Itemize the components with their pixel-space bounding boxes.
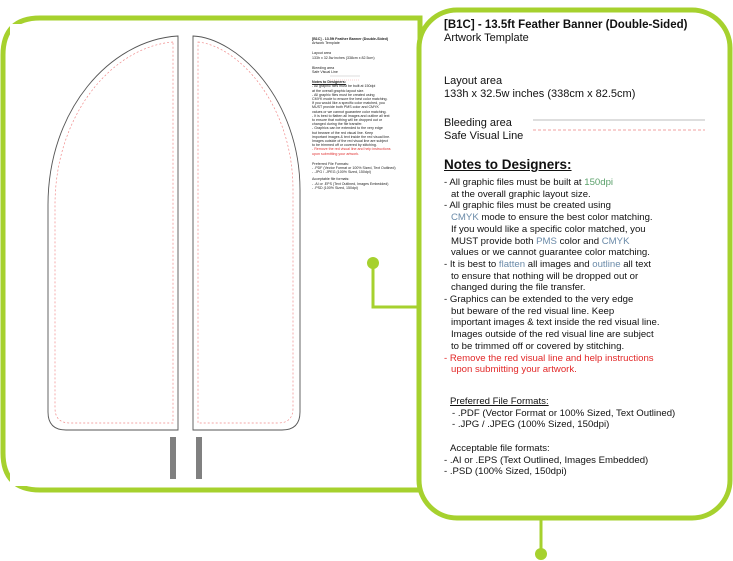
zoom-title: [B1C] - 13.5ft Feather Banner (Double-Sided) — [444, 19, 688, 31]
mini-subtitle: Artwork Template — [312, 41, 340, 46]
note-line: - It is best to flatten all images and outline all text — [444, 258, 651, 270]
mini-note: values or we cannot guarantee color matching. — [312, 109, 387, 114]
mini-note: Images outside of the red visual line are subject — [312, 139, 388, 144]
acceptable-item: - .AI or .EPS (Text Outlined, Images Embedded) — [444, 454, 649, 466]
zoom-preferred — [444, 396, 729, 431]
mini-title: [B1C] - 13.5ft Feather Banner (Double-Sided) — [312, 37, 389, 41]
preferred-item: - .JPG / .JPEG (100% Sized, 150dpi) — [452, 419, 610, 431]
mini-note: - All graphic files must be built at 150dpi — [312, 84, 376, 89]
mini-layout-label: Layout area — [312, 51, 331, 56]
mini-preferred-item: - .PDF (Vector Format or 100% Sized, Text Outlined) — [312, 166, 396, 171]
mini-notes-heading: Notes to Designers: — [312, 80, 346, 85]
note-line: to be trimmed off or covered by stitching. — [451, 340, 625, 352]
mini-acceptable-item: - .AI or .EPS (Text Outlined, Images Embedded) — [312, 181, 389, 186]
mini-note: CMYK mode to ensure the best color matching. — [312, 97, 388, 102]
mini-note: changed during the file transfer. — [312, 122, 363, 127]
zoom-acceptable — [444, 443, 729, 478]
note-line: to ensure that nothing will be dropped out or — [451, 270, 639, 282]
mini-acceptable-item: - .PSD (100% Sized, 150dpi) — [312, 185, 358, 190]
note-line: MUST provide both PMS color and CMYK — [451, 235, 630, 247]
mini-note: - Graphics can be extended to the very edge — [312, 126, 383, 131]
mini-preferred-item: - .JPG / .JPEG (100% Sized, 150dpi) — [312, 170, 371, 175]
mini-note: - Remove the red visual line and help instructions — [312, 147, 391, 152]
mini-note: important images & text inside the red visual line. — [312, 134, 391, 139]
zoom-layout-label: Layout area — [444, 75, 503, 87]
preferred-heading: Preferred File Formats: — [450, 395, 549, 407]
mini-safe-label: Safe Visual Line — [312, 70, 338, 75]
mini-acceptable-heading: Acceptable file formats: — [312, 177, 350, 182]
mini-template-text — [312, 37, 412, 190]
zoom-text — [444, 18, 729, 478]
zoom-subtitle: Artwork Template — [444, 32, 529, 44]
zoom-notes-heading: Notes to Designers: — [444, 157, 572, 172]
zoom-notes-list — [444, 177, 729, 376]
note-line: values or we cannot guarantee color matching. — [451, 247, 650, 259]
zoom-safe-label: Safe Visual Line — [444, 130, 524, 142]
note-line: - All graphic files must be created using — [444, 200, 611, 212]
connector-dot-bottom — [535, 548, 547, 560]
zoom-layout-size: 133h x 32.5w inches (338cm x 82.5cm) — [444, 88, 636, 100]
acceptable-heading: Acceptable file formats: — [450, 443, 550, 455]
note-line: but beware of the red visual line. Keep — [451, 305, 615, 317]
mini-preferred-heading: Preferred File Formats: — [312, 161, 349, 166]
note-line: upon submitting your artwork. — [451, 364, 577, 376]
note-line: - Graphics can be extended to the very edge — [444, 294, 634, 306]
preferred-item: - .PDF (Vector Format or 100% Sized, Text Outlined) — [452, 407, 676, 419]
acceptable-item: - .PSD (100% Sized, 150dpi) — [444, 466, 567, 478]
mini-note: If you would like a specific color matched, you — [312, 101, 385, 106]
mini-layout-size: 133h x 32.5w inches (338cm x 82.5cm) — [312, 55, 375, 60]
mini-note: to be trimmed off or covered by stitching. — [312, 143, 377, 148]
note-line: - Remove the red visual line and help instructions — [444, 352, 654, 364]
left-pole — [170, 437, 176, 479]
mini-note: - All graphic files must be created using — [312, 92, 375, 97]
note-line: CMYK mode to ensure the best color matching. — [451, 212, 653, 224]
note-line: important images & text inside the red visual line. — [451, 317, 660, 329]
note-line: - All graphic files must be built at 150dpi — [444, 177, 614, 188]
note-line: Images outside of the red visual line are subject — [451, 329, 654, 341]
zoom-bleed-label: Bleeding area — [444, 117, 512, 129]
mini-note: but beware of the red visual line. Keep — [312, 130, 374, 135]
note-line: at the overall graphic layout size. — [451, 188, 591, 200]
mini-bleed-label: Bleeding area — [312, 65, 335, 70]
mini-note: at the overall graphic layout size. — [312, 88, 365, 93]
note-line: changed during the file transfer. — [451, 282, 586, 294]
mini-note: - It is best to flatten all images and outline all text — [312, 113, 390, 118]
mini-note: to ensure that nothing will be dropped out or — [312, 118, 383, 123]
note-line: If you would like a specific color matched, you — [451, 223, 646, 235]
mini-note: MUST provide both PMS color and CMYK — [312, 105, 379, 110]
right-pole — [196, 437, 202, 479]
mini-note: upon submitting your artwork. — [312, 151, 360, 156]
